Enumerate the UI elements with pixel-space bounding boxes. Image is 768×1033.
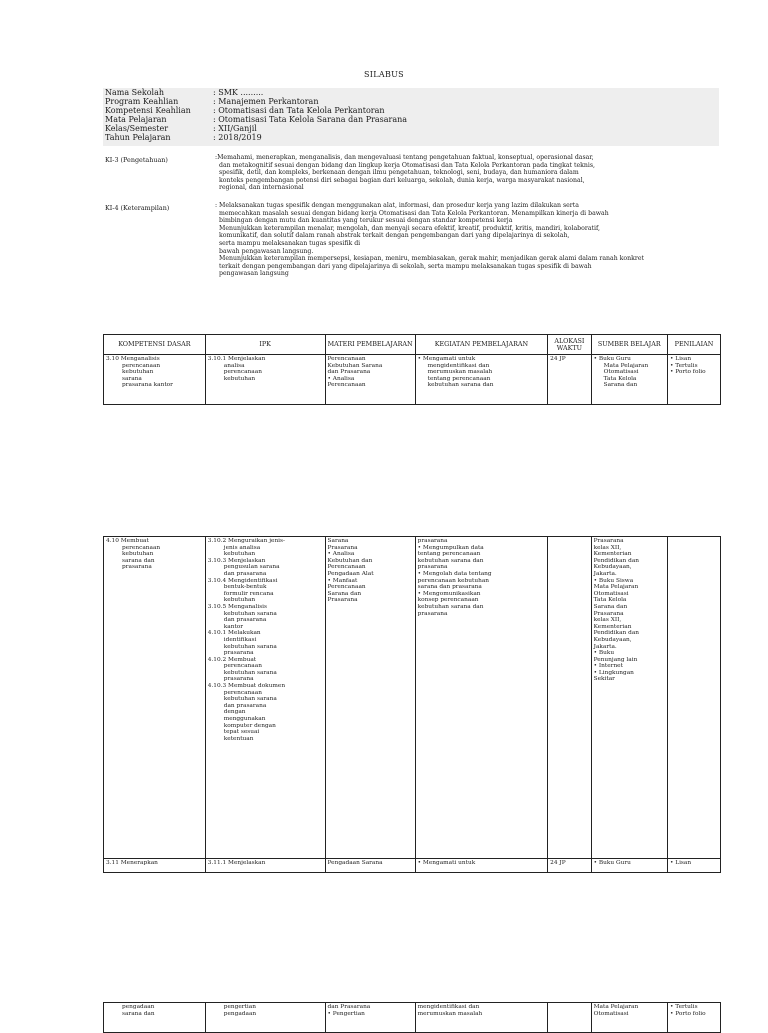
- cell-line: 4.10 Membuat: [106, 538, 149, 544]
- cell-line: mengidentifikasi dan: [427, 362, 490, 369]
- ki4-line: memecahkan masalah sesuai dengan bidang kerja Otomatisasi dan Tata Kelola Perkantoran. Menampilkan kinerja di bawah: [219, 209, 609, 217]
- cell-kegiatan: • Mengamati untuk: [415, 859, 548, 873]
- cell-line: • Lisan: [669, 356, 692, 362]
- cell-line: Prasarana: [593, 538, 624, 544]
- cell-line: 3.10 Menganalisis: [106, 356, 160, 362]
- cell-line: prasarana: [417, 564, 448, 571]
- cell-line: jenis analisa: [223, 544, 261, 551]
- cell-materi: Pengadaan Sarana: [325, 859, 415, 873]
- cell-ipk: 3.11.1 Menjelaskan: [205, 859, 325, 873]
- syllabus-table-page2: [103, 536, 721, 873]
- cell-line: perencanaan: [223, 663, 262, 670]
- ki3-line: dan metakognitif sesuai dengan bidang dan lingkup kerja Otomatisasi dan Tata Kelola Perkantoran pada tingkat teknis,: [219, 161, 596, 169]
- cell-line: Kementerian: [593, 551, 632, 558]
- info-value: : XII/Ganjil: [213, 124, 257, 133]
- cell-line: perencanaan: [122, 362, 161, 369]
- ki3-line: spesifik, detil, dan kompleks, berkenaan dengan ilmu pengetahuan, teknologi, seni, budaya, dan humaniora dalam: [219, 169, 579, 177]
- cell-line: perencanaan: [223, 369, 262, 376]
- cell-line: • Mengamati untuk: [417, 356, 476, 362]
- cell-line: pengadaan: [122, 1004, 155, 1010]
- table-row: [104, 537, 721, 859]
- cell-line: kebutuhan: [122, 551, 154, 558]
- cell-line: perencanaan: [122, 544, 161, 551]
- cell-materi: [325, 537, 415, 859]
- cell-line: Tata Kelola: [593, 597, 627, 604]
- ki3-label: KI-3 (Pengetahuan): [105, 156, 168, 164]
- cell-line: • Porto folio: [669, 369, 706, 376]
- cell-ipk: [205, 355, 325, 405]
- cell-sumber: [591, 355, 667, 405]
- cell-line: sarana dan: [122, 1010, 155, 1017]
- cell-penilaian: [667, 537, 720, 859]
- ki4-line: terkait dengan pengembangan dari yang dipelajarinya di sekolah, serta mampu melaksanakan tugas spesifik di bawah: [219, 262, 592, 270]
- cell-line: Otomatisasi: [603, 369, 639, 376]
- cell-line: merumuskan masalah: [417, 1010, 483, 1017]
- cell-kegiatan: [415, 355, 548, 405]
- header-kompetensi-dasar: KOMPETENSI DASAR: [104, 335, 206, 355]
- ki4-label: KI-4 (Keterampilan): [105, 204, 170, 212]
- cell-ipk: [205, 1003, 325, 1033]
- ki4-line: serta mampu melaksanakan tugas spesifik di: [219, 239, 361, 247]
- cell-line: bentuk-bentuk: [223, 584, 267, 591]
- cell-line: tentang perencanaan: [417, 551, 481, 558]
- cell-line: sarana dan: [122, 557, 155, 564]
- syllabus-table-page3: [103, 1002, 721, 1033]
- cell-line: menggunakan: [223, 716, 266, 723]
- table-header-row: [104, 335, 721, 355]
- table-row: [104, 355, 721, 405]
- cell-line: 4.10.2 Membuat: [207, 656, 257, 663]
- info-value: : Otomatisasi Tata Kelola Sarana dan Prasarana: [213, 115, 408, 124]
- info-label: Kelas/Semester: [105, 124, 169, 133]
- header-sumber: SUMBER BELAJAR: [591, 335, 667, 355]
- ki4-text: [215, 202, 721, 278]
- cell-line: kebutuhan sarana: [223, 610, 277, 617]
- ki4-line: : Melaksanakan tugas spesifik dengan menggunakan alat, informasi, dan prosedur kerja yang lazim dilakukan serta: [215, 202, 579, 209]
- ki4-line: komunikatif, dan solutif dalam ranah abstrak terkait dengan pengembangan dari yang dipelajarinya di sekolah,: [219, 232, 570, 240]
- header-materi: MATERI PEMBELAJARAN: [325, 335, 415, 355]
- cell-line: • Analisa: [327, 375, 355, 382]
- cell-line: • Pengertian: [327, 1010, 365, 1017]
- cell-line: 3.10.2 Menguraikan jenis-: [207, 538, 285, 544]
- cell-kegiatan: [415, 537, 548, 859]
- cell-line: Prasarana: [327, 544, 358, 551]
- cell-kompetensi-dasar: [104, 355, 206, 405]
- cell-materi: [325, 1003, 415, 1033]
- cell-kompetensi-dasar: 3.11 Menerapkan: [104, 859, 206, 873]
- cell-line: Pendidikan dan: [593, 557, 640, 564]
- cell-line: kebutuhan: [122, 369, 154, 376]
- cell-line: • Buku Siswa: [593, 577, 634, 584]
- ki4-line: bimbingan dengan mutu dan kuantitas yang terukur sesuai dengan standar kompetensi kerja: [219, 217, 513, 225]
- cell-line: Kebudayaan,: [593, 564, 632, 571]
- ki3-text: [215, 154, 721, 192]
- cell-line: Pendidikan dan: [593, 630, 640, 637]
- cell-line: • Porto folio: [669, 1010, 706, 1017]
- cell-line: • Manfaat: [327, 577, 358, 584]
- cell-line: 4.10.3 Membuat dokumen: [207, 683, 286, 690]
- cell-line: pengertian: [223, 1004, 256, 1010]
- cell-line: dan prasarana: [223, 617, 267, 624]
- cell-line: 3.10.5 Menganalisis: [207, 603, 268, 610]
- info-label: Kompetensi Keahlian: [105, 106, 191, 115]
- cell-line: konsep perencanaan: [417, 597, 479, 604]
- cell-line: dan prasarana: [223, 702, 267, 709]
- cell-line: Otomatisasi: [593, 590, 629, 597]
- cell-line: Jakarta.: [593, 570, 617, 577]
- cell-line: kebutuhan sarana dan: [417, 603, 484, 610]
- cell-line: Prasarana: [327, 597, 358, 604]
- ki3-line: konteks pengembangan potensi diri sebagai bagian dari keluarga, sekolah, dunia kerja, warga masyarakat nasional,: [219, 176, 585, 184]
- syllabus-table-page1: [103, 334, 721, 405]
- cell-line: Kebutuhan dan: [327, 557, 373, 564]
- info-row: [105, 116, 407, 124]
- cell-line: perencanaan kebutuhan: [417, 577, 490, 584]
- cell-line: Penunjang lain: [593, 656, 638, 663]
- cell-line: prasarana: [417, 610, 448, 617]
- info-value: : SMK .........: [213, 88, 264, 97]
- cell-line: dengan: [223, 709, 246, 716]
- cell-line: Prasarana: [593, 610, 624, 617]
- cell-line: kebutuhan: [223, 551, 256, 558]
- cell-line: sarana dan prasarana: [417, 584, 482, 591]
- cell-line: perencanaan: [223, 689, 262, 696]
- document-title: SILABUS: [364, 70, 404, 79]
- cell-line: pengadaan: [223, 1010, 257, 1017]
- cell-line: prasarana: [223, 650, 254, 657]
- info-label: Program Keahlian: [105, 97, 179, 106]
- cell-line: dan Prasarana: [327, 369, 371, 376]
- cell-line: kelas XII,: [593, 617, 622, 624]
- ki4-line: bawah pengawasan langsung.: [219, 247, 314, 255]
- ki4-line: pengawasan langsung: [219, 270, 289, 278]
- info-value: : 2018/2019: [213, 133, 262, 142]
- cell-penilaian: • Lisan: [667, 859, 720, 873]
- table-row: [104, 859, 721, 873]
- cell-alokasi: [548, 1003, 591, 1033]
- cell-penilaian: [667, 1003, 720, 1033]
- cell-line: • Buku: [593, 650, 615, 657]
- cell-line: Sekitar: [593, 676, 615, 683]
- info-row: [105, 89, 263, 97]
- cell-line: • Internet: [593, 663, 623, 670]
- cell-line: Perencanaan: [327, 382, 366, 389]
- info-row: [105, 125, 257, 133]
- cell-line: Mata Pelajaran: [603, 362, 649, 369]
- cell-alokasi: 24 JP: [548, 355, 591, 405]
- cell-line: Kebudayaan,: [593, 636, 632, 643]
- cell-line: Mata Pelajaran: [593, 1004, 639, 1010]
- cell-line: Sarana dan: [603, 382, 638, 389]
- cell-line: kelas XII,: [593, 544, 622, 551]
- cell-alokasi: [548, 537, 591, 859]
- cell-line: Perencanaan: [327, 564, 366, 571]
- info-value: : Manajemen Perkantoran: [213, 97, 319, 106]
- cell-line: • Mengomunikasikan: [417, 590, 481, 597]
- ki4-line: Menunjukkan keterampilan menalar, mengolah, dan menyaji secara efektif, kreatif, produktif, kritis, mandiri, kolaboratif,: [219, 224, 601, 232]
- cell-sumber: [591, 537, 667, 859]
- cell-line: • Tertulis: [669, 362, 698, 369]
- cell-line: ketentuan: [223, 735, 254, 742]
- info-row: [105, 107, 385, 115]
- cell-line: Mata Pelajaran: [593, 584, 639, 591]
- info-label: Nama Sekolah: [105, 88, 165, 97]
- info-row: [105, 134, 262, 142]
- ki3-line: regional, dan internasional: [219, 184, 304, 192]
- cell-line: Tata Kelola: [603, 375, 637, 382]
- header-ipk: IPK: [205, 335, 325, 355]
- cell-line: kantor: [223, 623, 244, 630]
- cell-line: mengidentifikasi dan: [417, 1004, 480, 1010]
- cell-kompetensi-dasar: [104, 537, 206, 859]
- cell-line: pengusulan sarana: [223, 564, 280, 571]
- cell-line: • Analisa: [327, 551, 355, 558]
- cell-line: Perencanaan: [327, 584, 366, 591]
- info-label: Tahun Pelajaran: [105, 133, 171, 142]
- cell-line: Jakarta.: [593, 643, 617, 650]
- cell-penilaian: [667, 355, 720, 405]
- cell-line: kebutuhan sarana: [223, 669, 277, 676]
- cell-line: kebutuhan sarana: [223, 643, 277, 650]
- cell-line: 3.10.4 Mengidentifikasi: [207, 577, 278, 584]
- cell-line: Kementerian: [593, 623, 632, 630]
- cell-line: Kebutuhan Sarana: [327, 362, 383, 369]
- info-label: Mata Pelajaran: [105, 115, 167, 124]
- cell-line: Sarana dan: [593, 603, 628, 610]
- cell-line: 4.10.1 Melakukan: [207, 630, 261, 637]
- cell-line: 3.10.1 Menjelaskan: [207, 356, 266, 362]
- info-value: : Otomatisasi dan Tata Kelola Perkantoran: [213, 106, 385, 115]
- cell-line: tepat sesuai: [223, 729, 260, 736]
- cell-line: tentang perencanaan: [427, 375, 491, 382]
- cell-kompetensi-dasar: [104, 1003, 206, 1033]
- cell-line: dan Prasarana: [327, 1004, 371, 1010]
- cell-line: • Lingkungan: [593, 669, 634, 676]
- ki3-line: :Memahami, menerapkan, menganalisis, dan mengevaluasi tentang pengetahuan faktual, konseptual, operasional dasar,: [215, 154, 594, 161]
- cell-line: kebutuhan sarana dan: [427, 382, 494, 389]
- cell-line: formulir rencana: [223, 590, 274, 597]
- cell-line: kebutuhan sarana dan: [417, 557, 484, 564]
- cell-line: analisa: [223, 362, 245, 369]
- cell-line: • Tertulis: [669, 1004, 698, 1010]
- cell-sumber: • Buku Guru: [591, 859, 667, 873]
- cell-line: • Buku Guru: [593, 356, 631, 362]
- cell-line: merumuskan masalah: [427, 369, 493, 376]
- cell-line: 3.10.3 Menjelaskan: [207, 557, 266, 564]
- cell-line: Pengadaan Alat: [327, 570, 374, 577]
- cell-line: prasarana kantor: [122, 382, 173, 389]
- cell-line: Otomatisasi: [593, 1010, 629, 1017]
- cell-line: identifikasi: [223, 636, 257, 643]
- header-alokasi: ALOKASI WAKTU: [548, 335, 591, 355]
- cell-kegiatan: [415, 1003, 548, 1033]
- ki4-line: Menunjukkan keterampilan mempersepsi, kesiapan, meniru, membiasakan, gerak mahir, menjadikan gerak alami dalam ranah konkret: [219, 255, 644, 263]
- cell-line: Sarana: [327, 538, 349, 544]
- cell-line: sarana: [122, 375, 142, 382]
- cell-sumber: [591, 1003, 667, 1033]
- cell-line: prasarana: [122, 564, 152, 571]
- cell-materi: [325, 355, 415, 405]
- cell-line: komputer dengan: [223, 722, 276, 729]
- cell-line: kebutuhan: [223, 375, 256, 382]
- cell-line: Sarana dan: [327, 590, 362, 597]
- header-penilaian: PENILAIAN: [667, 335, 720, 355]
- table-row: [104, 1003, 721, 1033]
- cell-line: • Mengolah data tentang: [417, 570, 492, 577]
- cell-ipk: [205, 537, 325, 859]
- cell-line: Perencanaan: [327, 356, 366, 362]
- cell-line: dan prasarana: [223, 570, 267, 577]
- cell-line: • Mengumpulkan data: [417, 544, 484, 551]
- cell-line: kebutuhan sarana: [223, 696, 277, 703]
- cell-line: prasarana: [223, 676, 254, 683]
- cell-alokasi: 24 JP: [548, 859, 591, 873]
- cell-line: prasarana: [417, 538, 448, 544]
- cell-line: kebutuhan: [223, 597, 256, 604]
- info-row: [105, 98, 318, 106]
- header-kegiatan: KEGIATAN PEMBELAJARAN: [415, 335, 548, 355]
